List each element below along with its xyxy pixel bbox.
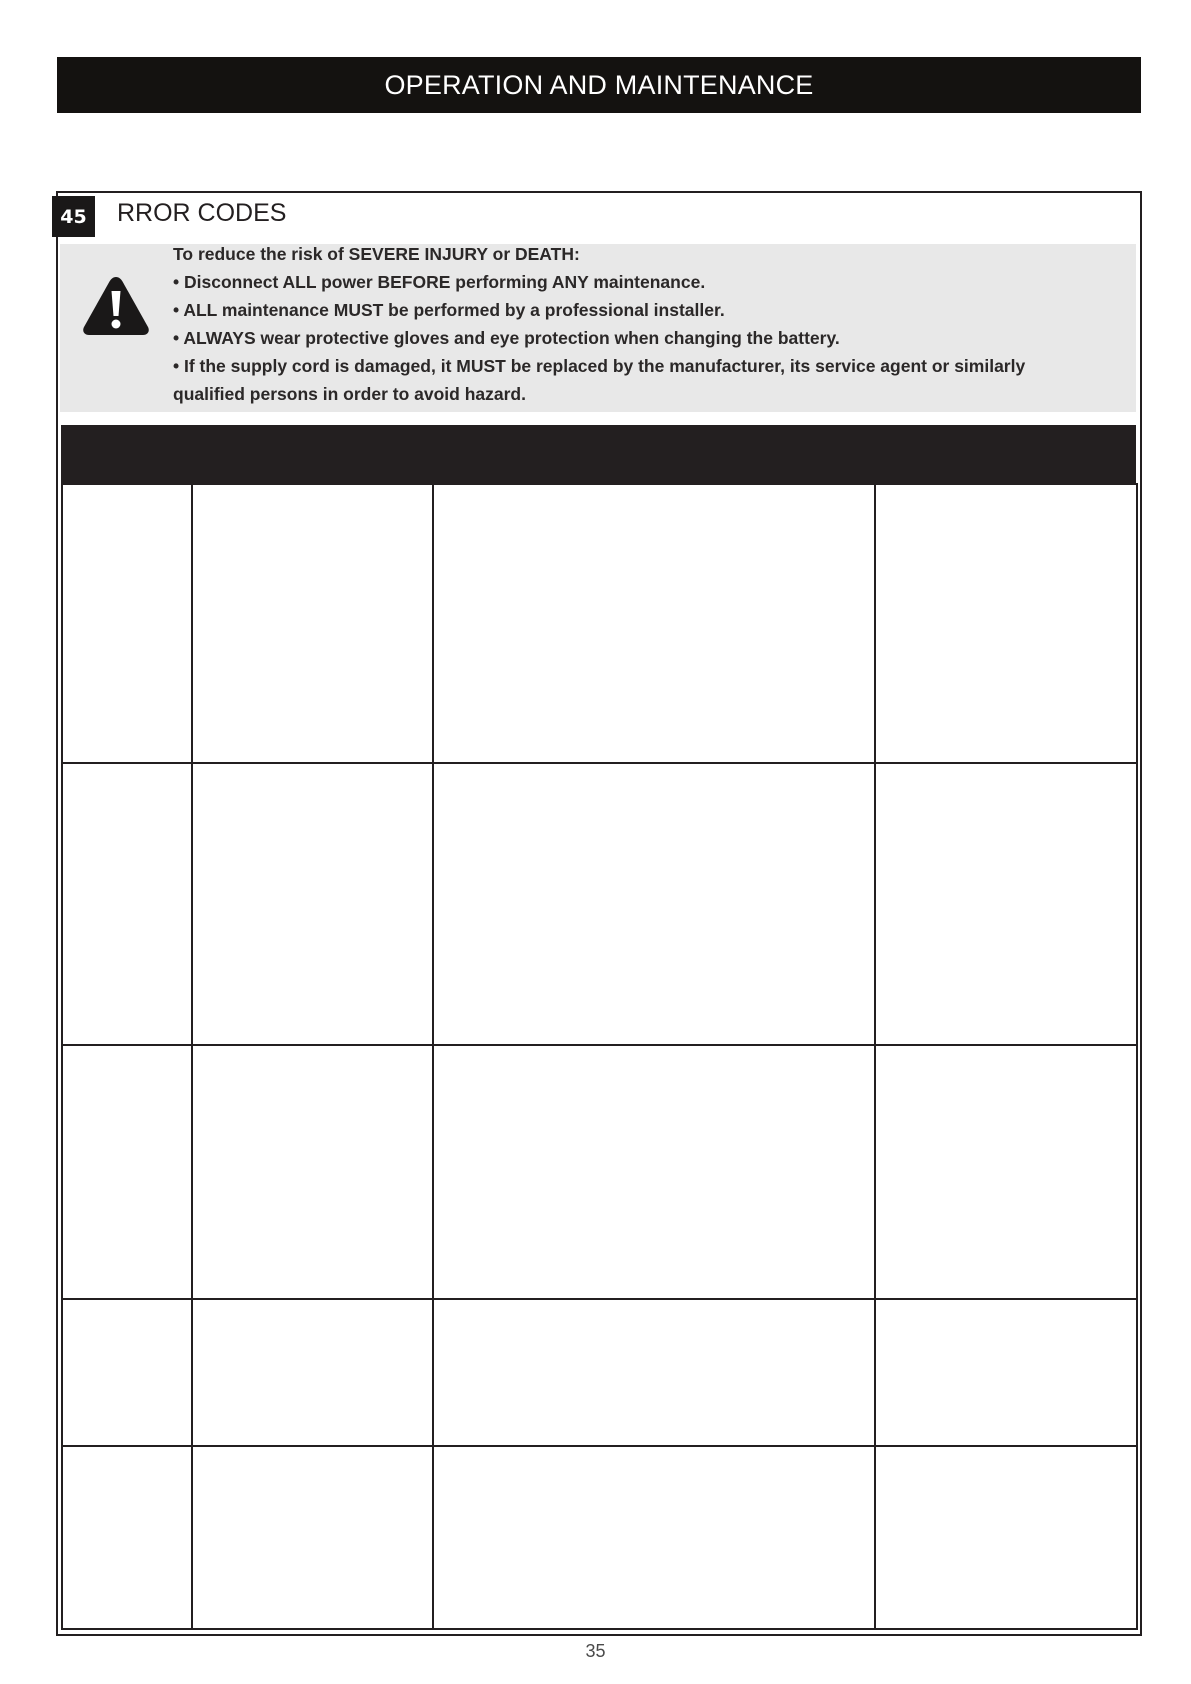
table-cell: [192, 484, 433, 763]
section-title: RROR CODES: [117, 199, 287, 227]
table-row: [62, 1446, 1137, 1629]
warning-text: [173, 240, 1123, 405]
table-cell: [875, 763, 1137, 1045]
section-number-badge: 45: [52, 196, 95, 237]
warning-item: • ALWAYS wear protective gloves and eye protection when changing the battery.: [173, 328, 840, 348]
table-cell: [875, 1045, 1137, 1299]
table-cell: [875, 484, 1137, 763]
page-number: 35: [585, 1641, 606, 1661]
warning-item: • Disconnect ALL power BEFORE performing ANY maintenance.: [173, 272, 706, 292]
table-row: [62, 763, 1137, 1045]
table-row: [62, 1045, 1137, 1299]
table-cell: [433, 763, 875, 1045]
table-cell: [62, 1045, 192, 1299]
warning-item: • ALL maintenance MUST be performed by a professional installer.: [173, 300, 725, 320]
table-cell: [433, 1299, 875, 1446]
page-title: OPERATION AND MAINTENANCE: [384, 69, 814, 100]
warning-item-continuation: qualified persons in order to avoid hazard.: [173, 384, 526, 404]
table-cell: [192, 763, 433, 1045]
warning-triangle-icon: [80, 273, 152, 337]
table-cell: [62, 484, 192, 763]
table-cell: [875, 1446, 1137, 1629]
table-cell: [433, 484, 875, 763]
table-cell: [62, 763, 192, 1045]
warning-lead: To reduce the risk of SEVERE INJURY or DEATH:: [173, 244, 580, 264]
table-row: [62, 484, 1137, 763]
table-cell: [433, 1045, 875, 1299]
table-cell: [62, 1446, 192, 1629]
table-cell: [192, 1299, 433, 1446]
table-header-bar: [61, 425, 1136, 483]
table-row: [62, 1299, 1137, 1446]
error-codes-table: [61, 483, 1138, 1630]
table-cell: [875, 1299, 1137, 1446]
table-cell: [192, 1045, 433, 1299]
page-header: [57, 57, 1141, 113]
table-cell: [62, 1299, 192, 1446]
warning-item: • If the supply cord is damaged, it MUST be replaced by the manufacturer, its service agent or similarly: [173, 356, 1026, 376]
table-cell: [433, 1446, 875, 1629]
table-cell: [192, 1446, 433, 1629]
